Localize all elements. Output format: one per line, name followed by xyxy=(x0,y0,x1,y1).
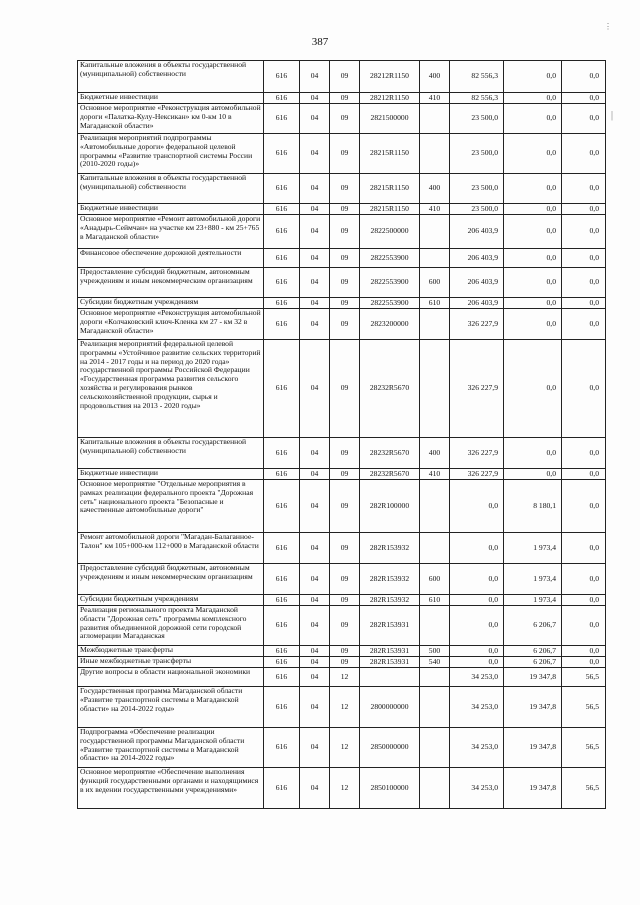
col-section: 04 xyxy=(300,340,330,438)
table-row xyxy=(78,215,606,249)
col-target-article: 282R153931 xyxy=(360,657,420,668)
col-target-article: 282R153932 xyxy=(360,564,420,595)
col-section: 04 xyxy=(300,215,330,249)
col-percent: 0,0 xyxy=(562,204,606,215)
col-section: 04 xyxy=(300,469,330,480)
col-target-article: 2822500000 xyxy=(360,215,420,249)
col-amount-executed: 0,0 xyxy=(504,61,562,93)
table-row xyxy=(78,61,606,93)
table-row xyxy=(78,309,606,340)
row-name: Основное мероприятие «Обеспечение выполнения функций государственными органами и находящимися в их ведении государственными учреждениями» xyxy=(78,768,264,809)
col-amount-executed: 6 206,7 xyxy=(504,646,562,657)
col-admin: 616 xyxy=(264,268,300,298)
col-expense-type xyxy=(420,606,450,646)
col-expense-type: 400 xyxy=(420,174,450,204)
col-amount-executed: 1 973,4 xyxy=(504,564,562,595)
col-amount-executed: 0,0 xyxy=(504,249,562,268)
table-row xyxy=(78,249,606,268)
col-admin: 616 xyxy=(264,595,300,606)
col-amount-executed: 0,0 xyxy=(504,268,562,298)
col-admin: 616 xyxy=(264,215,300,249)
col-percent: 56,5 xyxy=(562,687,606,728)
col-target-article: 28215R1150 xyxy=(360,204,420,215)
col-amount-executed: 19 347,8 xyxy=(504,768,562,809)
col-amount-plan: 82 556,3 xyxy=(450,61,504,93)
col-expense-type xyxy=(420,668,450,687)
col-expense-type xyxy=(420,215,450,249)
col-subsection: 09 xyxy=(330,480,360,533)
col-admin: 616 xyxy=(264,646,300,657)
table-row xyxy=(78,438,606,469)
col-expense-type: 600 xyxy=(420,564,450,595)
col-amount-plan: 0,0 xyxy=(450,606,504,646)
col-target-article: 282R153932 xyxy=(360,533,420,564)
col-admin: 616 xyxy=(264,768,300,809)
col-expense-type xyxy=(420,728,450,768)
row-name: Реализация мероприятий федеральной целевой программы «Устойчивое развитие сельских территорий на 2014 - 2017 годы и на период до 2020 года» государственной программы Российской Федерации «Государственная программа развития сельского хозяйства и регулирования рынков сельскохозяйственной продукции, сырья и продовольствия на 2013 - 2020 годы» xyxy=(78,340,264,438)
col-subsection: 09 xyxy=(330,469,360,480)
col-amount-plan: 326 227,9 xyxy=(450,438,504,469)
col-amount-executed: 0,0 xyxy=(504,134,562,174)
col-target-article: 28215R1150 xyxy=(360,134,420,174)
col-admin: 616 xyxy=(264,480,300,533)
col-subsection: 12 xyxy=(330,687,360,728)
col-subsection: 09 xyxy=(330,309,360,340)
col-percent: 0,0 xyxy=(562,93,606,104)
col-subsection: 09 xyxy=(330,134,360,174)
col-amount-executed: 6 206,7 xyxy=(504,657,562,668)
col-admin: 616 xyxy=(264,469,300,480)
col-amount-executed: 0,0 xyxy=(504,104,562,134)
row-name: Предоставление субсидий бюджетным, автономным учреждениям и иным некоммерческим организациям xyxy=(78,564,264,595)
col-subsection: 09 xyxy=(330,657,360,668)
col-subsection: 09 xyxy=(330,215,360,249)
col-amount-plan: 206 403,9 xyxy=(450,249,504,268)
row-name: Ремонт автомобильной дороги "Магадан-Балаганное-Талон" км 105+000-км 112+000 в Магаданской области xyxy=(78,533,264,564)
col-target-article: 28232R5670 xyxy=(360,340,420,438)
col-section: 04 xyxy=(300,104,330,134)
col-subsection: 09 xyxy=(330,606,360,646)
col-admin: 616 xyxy=(264,204,300,215)
table-row xyxy=(78,533,606,564)
table-row xyxy=(78,687,606,728)
col-target-article: 28232R5670 xyxy=(360,469,420,480)
col-amount-plan: 326 227,9 xyxy=(450,340,504,438)
col-target-article: 2821500000 xyxy=(360,104,420,134)
col-percent: 0,0 xyxy=(562,134,606,174)
col-admin: 616 xyxy=(264,61,300,93)
col-admin: 616 xyxy=(264,309,300,340)
row-name: Другие вопросы в области национальной экономики xyxy=(78,668,264,687)
col-admin: 616 xyxy=(264,657,300,668)
col-subsection: 12 xyxy=(330,768,360,809)
col-section: 04 xyxy=(300,438,330,469)
col-expense-type xyxy=(420,309,450,340)
table-row xyxy=(78,768,606,809)
col-percent: 0,0 xyxy=(562,174,606,204)
col-target-article: 282R100000 xyxy=(360,480,420,533)
col-subsection: 12 xyxy=(330,668,360,687)
col-amount-plan: 0,0 xyxy=(450,480,504,533)
col-subsection: 12 xyxy=(330,728,360,768)
table-row xyxy=(78,595,606,606)
col-target-article: 2822553900 xyxy=(360,298,420,309)
table-row xyxy=(78,469,606,480)
col-percent: 0,0 xyxy=(562,340,606,438)
col-percent: 0,0 xyxy=(562,606,606,646)
page-number: 387 xyxy=(311,36,329,48)
col-percent: 0,0 xyxy=(562,480,606,533)
col-percent: 0,0 xyxy=(562,595,606,606)
col-percent: 56,5 xyxy=(562,728,606,768)
col-amount-plan: 34 253,0 xyxy=(450,687,504,728)
table-row xyxy=(78,646,606,657)
col-subsection: 09 xyxy=(330,104,360,134)
col-subsection: 09 xyxy=(330,204,360,215)
col-subsection: 09 xyxy=(330,438,360,469)
col-section: 04 xyxy=(300,61,330,93)
row-name: Бюджетные инвестиции xyxy=(78,93,264,104)
col-admin: 616 xyxy=(264,104,300,134)
col-admin: 616 xyxy=(264,606,300,646)
col-target-article: 2822553900 xyxy=(360,249,420,268)
table-row xyxy=(78,174,606,204)
col-target-article: 282R153931 xyxy=(360,646,420,657)
row-name: Основное мероприятие «Ремонт автомобильной дороги «Анадырь-Сеймчан» на участке км 23+880 - км 25+765 в Магаданской области» xyxy=(78,215,264,249)
col-percent: 0,0 xyxy=(562,309,606,340)
col-amount-plan: 206 403,9 xyxy=(450,298,504,309)
col-amount-executed: 0,0 xyxy=(504,215,562,249)
col-amount-executed: 0,0 xyxy=(504,93,562,104)
table-row xyxy=(78,134,606,174)
col-subsection: 09 xyxy=(330,340,360,438)
col-subsection: 09 xyxy=(330,61,360,93)
col-target-article: 28212R1150 xyxy=(360,93,420,104)
col-section: 04 xyxy=(300,134,330,174)
table-row xyxy=(78,268,606,298)
table-row xyxy=(78,204,606,215)
col-target-article: 2800000000 xyxy=(360,687,420,728)
col-subsection: 09 xyxy=(330,93,360,104)
col-expense-type: 410 xyxy=(420,469,450,480)
col-expense-type xyxy=(420,768,450,809)
table-row xyxy=(78,728,606,768)
col-percent: 56,5 xyxy=(562,668,606,687)
budget-table xyxy=(77,60,606,809)
row-name: Капитальные вложения в объекты государственной (муниципальной) собственности xyxy=(78,61,264,93)
col-target-article xyxy=(360,668,420,687)
row-name: Основное мероприятие «Реконструкция автомобильной дороги «Палатка-Кулу-Нексикан» км 0-км 10 в Магаданской области» xyxy=(78,104,264,134)
col-amount-plan: 23 500,0 xyxy=(450,134,504,174)
col-amount-plan: 82 556,3 xyxy=(450,93,504,104)
col-amount-plan: 34 253,0 xyxy=(450,668,504,687)
col-target-article: 282R153931 xyxy=(360,606,420,646)
col-expense-type: 500 xyxy=(420,646,450,657)
row-name: Реализация регионального проекта Магаданской области "Дорожная сеть" программы комплексного развития объединенной дорожной сети городской агломерации Магаданская xyxy=(78,606,264,646)
col-percent: 0,0 xyxy=(562,61,606,93)
row-name: Бюджетные инвестиции xyxy=(78,469,264,480)
col-amount-plan: 0,0 xyxy=(450,646,504,657)
table-row xyxy=(78,668,606,687)
col-percent: 0,0 xyxy=(562,215,606,249)
col-section: 04 xyxy=(300,606,330,646)
col-section: 04 xyxy=(300,93,330,104)
col-section: 04 xyxy=(300,595,330,606)
col-amount-executed: 1 973,4 xyxy=(504,533,562,564)
col-expense-type: 540 xyxy=(420,657,450,668)
col-amount-executed: 0,0 xyxy=(504,438,562,469)
row-name: Иные межбюджетные трансферты xyxy=(78,657,264,668)
col-expense-type: 410 xyxy=(420,204,450,215)
col-amount-executed: 0,0 xyxy=(504,340,562,438)
col-percent: 0,0 xyxy=(562,438,606,469)
col-section: 04 xyxy=(300,268,330,298)
table-row xyxy=(78,657,606,668)
col-admin: 616 xyxy=(264,564,300,595)
col-amount-executed: 6 206,7 xyxy=(504,606,562,646)
col-expense-type: 400 xyxy=(420,438,450,469)
col-amount-executed: 19 347,8 xyxy=(504,687,562,728)
col-percent: 0,0 xyxy=(562,268,606,298)
col-amount-executed: 0,0 xyxy=(504,309,562,340)
col-amount-executed: 19 347,8 xyxy=(504,728,562,768)
col-target-article: 2850000000 xyxy=(360,728,420,768)
col-target-article: 2850100000 xyxy=(360,768,420,809)
col-amount-executed: 0,0 xyxy=(504,174,562,204)
col-percent: 0,0 xyxy=(562,298,606,309)
col-section: 04 xyxy=(300,668,330,687)
col-expense-type: 410 xyxy=(420,93,450,104)
col-target-article: 28212R1150 xyxy=(360,61,420,93)
table-row xyxy=(78,298,606,309)
col-amount-plan: 0,0 xyxy=(450,533,504,564)
col-admin: 616 xyxy=(264,668,300,687)
col-expense-type xyxy=(420,104,450,134)
col-expense-type xyxy=(420,249,450,268)
col-admin: 616 xyxy=(264,134,300,174)
col-section: 04 xyxy=(300,768,330,809)
col-section: 04 xyxy=(300,249,330,268)
scan-mark: | xyxy=(611,110,614,121)
col-admin: 616 xyxy=(264,298,300,309)
row-name: Субсидии бюджетным учреждениям xyxy=(78,595,264,606)
col-expense-type xyxy=(420,134,450,174)
col-section: 04 xyxy=(300,687,330,728)
col-amount-plan: 0,0 xyxy=(450,564,504,595)
col-amount-plan: 326 227,9 xyxy=(450,469,504,480)
col-amount-executed: 8 180,1 xyxy=(504,480,562,533)
col-admin: 616 xyxy=(264,533,300,564)
budget-table-body xyxy=(78,61,606,809)
col-admin: 616 xyxy=(264,249,300,268)
col-section: 04 xyxy=(300,646,330,657)
col-expense-type xyxy=(420,533,450,564)
col-section: 04 xyxy=(300,728,330,768)
col-percent: 0,0 xyxy=(562,104,606,134)
row-name: Государственная программа Магаданской области «Развитие транспортной системы в Магаданской области» на 2014-2022 годы» xyxy=(78,687,264,728)
row-name: Реализация мероприятий подпрограммы «Автомобильные дороги» федеральной целевой программы «Развитие транспортной системы России (2010-2020 годы)» xyxy=(78,134,264,174)
col-admin: 616 xyxy=(264,174,300,204)
col-amount-plan: 206 403,9 xyxy=(450,268,504,298)
col-percent: 0,0 xyxy=(562,564,606,595)
col-subsection: 09 xyxy=(330,174,360,204)
col-section: 04 xyxy=(300,564,330,595)
col-expense-type xyxy=(420,480,450,533)
col-target-article: 28232R5670 xyxy=(360,438,420,469)
row-name: Субсидии бюджетным учреждениям xyxy=(78,298,264,309)
col-amount-plan: 0,0 xyxy=(450,657,504,668)
col-target-article: 282R153932 xyxy=(360,595,420,606)
col-subsection: 09 xyxy=(330,646,360,657)
col-percent: 0,0 xyxy=(562,646,606,657)
row-name: Основное мероприятие "Отдельные мероприятия в рамках реализации федерального проекта "Дорожная сеть" национального проекта "Безопасные и качественные автомобильные дороги" xyxy=(78,480,264,533)
table-row xyxy=(78,104,606,134)
col-section: 04 xyxy=(300,298,330,309)
col-admin: 616 xyxy=(264,93,300,104)
col-amount-plan: 23 500,0 xyxy=(450,104,504,134)
col-amount-executed: 0,0 xyxy=(504,298,562,309)
col-expense-type xyxy=(420,340,450,438)
col-section: 04 xyxy=(300,480,330,533)
col-subsection: 09 xyxy=(330,249,360,268)
col-subsection: 09 xyxy=(330,595,360,606)
col-percent: 56,5 xyxy=(562,768,606,809)
col-amount-executed: 19 347,8 xyxy=(504,668,562,687)
col-expense-type: 610 xyxy=(420,298,450,309)
col-percent: 0,0 xyxy=(562,533,606,564)
col-amount-plan: 23 500,0 xyxy=(450,174,504,204)
col-section: 04 xyxy=(300,174,330,204)
row-name: Капитальные вложения в объекты государственной (муниципальной) собственности xyxy=(78,174,264,204)
col-amount-executed: 0,0 xyxy=(504,469,562,480)
col-target-article: 2822553900 xyxy=(360,268,420,298)
col-amount-plan: 23 500,0 xyxy=(450,204,504,215)
col-admin: 616 xyxy=(264,438,300,469)
col-admin: 616 xyxy=(264,687,300,728)
col-subsection: 09 xyxy=(330,268,360,298)
col-amount-plan: 34 253,0 xyxy=(450,768,504,809)
table-row xyxy=(78,340,606,438)
col-amount-plan: 34 253,0 xyxy=(450,728,504,768)
col-target-article: 28215R1150 xyxy=(360,174,420,204)
col-amount-executed: 1 973,4 xyxy=(504,595,562,606)
col-expense-type xyxy=(420,687,450,728)
col-expense-type: 400 xyxy=(420,61,450,93)
col-section: 04 xyxy=(300,657,330,668)
row-name: Подпрограмма «Обеспечение реализации государственной программы Магаданской области «Развитие транспортной системы в Магаданской области» на 2014-2022 годы» xyxy=(78,728,264,768)
col-percent: 0,0 xyxy=(562,249,606,268)
col-amount-plan: 326 227,9 xyxy=(450,309,504,340)
row-name: Бюджетные инвестиции xyxy=(78,204,264,215)
col-admin: 616 xyxy=(264,728,300,768)
col-amount-executed: 0,0 xyxy=(504,204,562,215)
col-section: 04 xyxy=(300,309,330,340)
col-percent: 0,0 xyxy=(562,469,606,480)
col-section: 04 xyxy=(300,533,330,564)
row-name: Межбюджетные трансферты xyxy=(78,646,264,657)
col-section: 04 xyxy=(300,204,330,215)
col-amount-plan: 0,0 xyxy=(450,595,504,606)
row-name: Предоставление субсидий бюджетным, автономным учреждениям и иным некоммерческим организациям xyxy=(78,268,264,298)
table-row xyxy=(78,564,606,595)
col-target-article: 2823200000 xyxy=(360,309,420,340)
table-row xyxy=(78,606,606,646)
col-admin: 616 xyxy=(264,340,300,438)
table-row xyxy=(78,480,606,533)
col-amount-plan: 206 403,9 xyxy=(450,215,504,249)
col-subsection: 09 xyxy=(330,564,360,595)
table-row xyxy=(78,93,606,104)
col-subsection: 09 xyxy=(330,298,360,309)
col-expense-type: 600 xyxy=(420,268,450,298)
scan-mark: ⋮ xyxy=(604,22,612,31)
row-name: Финансовое обеспечение дорожной деятельности xyxy=(78,249,264,268)
col-subsection: 09 xyxy=(330,533,360,564)
col-expense-type: 610 xyxy=(420,595,450,606)
row-name: Капитальные вложения в объекты государственной (муниципальной) собственности xyxy=(78,438,264,469)
col-percent: 0,0 xyxy=(562,657,606,668)
row-name: Основное мероприятие «Реконструкция автомобильной дороги «Колчаковский ключ-Кленка км 27 - км 32 в Магаданской области» xyxy=(78,309,264,340)
